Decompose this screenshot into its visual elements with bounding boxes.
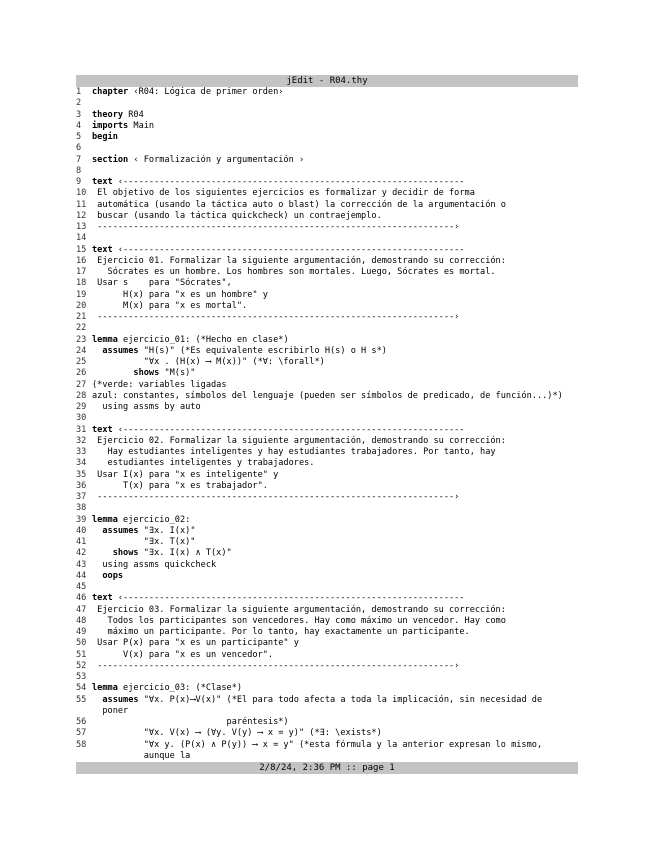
line-text: ‹ Formalización y argumentación › <box>128 154 305 165</box>
line-content <box>92 290 268 301</box>
code-line <box>76 458 578 469</box>
code-line <box>76 312 578 323</box>
line-content <box>92 402 201 413</box>
code-listing <box>76 87 578 762</box>
code-line <box>76 222 578 233</box>
line-content <box>92 627 470 638</box>
line-content <box>92 751 190 762</box>
code-line <box>76 616 578 627</box>
line-number: 50 <box>76 638 87 649</box>
keyword: lemma <box>92 334 118 345</box>
line-number: 37 <box>76 492 87 502</box>
line-number: 24 <box>76 345 87 356</box>
line-content <box>92 110 144 121</box>
line-text: ‹------------------------------------------------------------------ <box>112 593 465 604</box>
line-number: 51 <box>76 649 87 660</box>
code-line <box>76 413 578 424</box>
line-content <box>92 256 506 267</box>
line-content <box>92 717 289 728</box>
line-text: ejercicio_01: (*Hecho en clase*) <box>117 334 289 345</box>
line-text: M(x) para "x es mortal". <box>92 300 248 311</box>
code-line <box>76 605 578 616</box>
line-text: poner <box>92 705 129 716</box>
line-text: T(x) para "x es trabajador". <box>92 480 268 491</box>
line-number: 10 <box>76 188 87 199</box>
keyword: shows <box>92 368 160 379</box>
keyword: lemma <box>92 683 118 694</box>
line-text: buscar (usando la táctica quickcheck) un contraejemplo. <box>92 210 382 221</box>
line-number: 40 <box>76 525 87 536</box>
keyword: imports <box>92 120 129 131</box>
line-content <box>92 537 195 548</box>
code-line <box>76 143 578 154</box>
code-line <box>76 200 578 211</box>
line-number: 7 <box>76 154 82 165</box>
code-line <box>76 447 578 458</box>
line-content <box>92 245 465 256</box>
code-line <box>76 503 578 514</box>
line-number: 43 <box>76 559 87 570</box>
line-content <box>92 436 506 447</box>
line-number: 12 <box>76 210 87 221</box>
line-number: 52 <box>76 660 87 671</box>
code-line <box>76 357 578 368</box>
line-number: 14 <box>76 233 87 244</box>
line-text: "∀x y. (P(x) ∧ P(y)) ⟶ x = y" (*esta fórmula y la anterior expresan lo mismo, <box>92 739 543 750</box>
code-line <box>76 571 578 582</box>
line-text: R04 <box>123 109 144 120</box>
line-number: 17 <box>76 267 87 277</box>
code-line <box>76 346 578 357</box>
keyword: text <box>92 244 113 255</box>
line-number: 28 <box>76 390 87 401</box>
line-content <box>92 222 459 233</box>
line-content <box>92 188 475 199</box>
line-number: 56 <box>76 717 87 727</box>
line-number: 13 <box>76 222 87 232</box>
code-line <box>76 323 578 334</box>
keyword: text <box>92 593 113 604</box>
line-number: 31 <box>76 424 87 435</box>
line-text: Todos los participantes son vencedores. Hay como máximo un vencedor. Hay como <box>92 615 506 626</box>
code-line <box>76 98 578 109</box>
line-number: 23 <box>76 334 87 345</box>
line-content <box>92 683 242 694</box>
line-number: 47 <box>76 604 87 615</box>
code-line <box>76 380 578 391</box>
line-content <box>92 515 190 526</box>
line-content <box>92 346 387 357</box>
line-number: 4 <box>76 120 82 131</box>
line-number: 32 <box>76 435 87 446</box>
code-line <box>76 751 578 762</box>
line-number: 26 <box>76 368 87 379</box>
print-page <box>76 75 578 774</box>
line-number: 11 <box>76 199 87 210</box>
line-content <box>92 728 382 739</box>
code-line <box>76 582 578 593</box>
line-number: 38 <box>76 503 87 514</box>
line-number: 19 <box>76 289 87 300</box>
code-line <box>76 683 578 694</box>
code-line <box>76 548 578 559</box>
line-number: 54 <box>76 683 87 694</box>
keyword: begin <box>92 132 118 142</box>
code-line <box>76 391 578 402</box>
line-content <box>92 492 459 503</box>
line-number: 41 <box>76 537 87 547</box>
line-content <box>92 740 542 751</box>
line-content <box>92 548 232 559</box>
code-line <box>76 211 578 222</box>
line-text: Usar P(x) para "x es un participante" y <box>92 638 299 649</box>
code-line <box>76 560 578 571</box>
line-text: ‹------------------------------------------------------------------ <box>112 244 465 255</box>
line-number: 8 <box>76 165 82 176</box>
line-text: El objetivo de los siguientes ejercicios es formalizar y decidir de forma <box>92 188 475 199</box>
line-number: 3 <box>76 109 82 120</box>
line-content <box>92 177 465 188</box>
line-content <box>92 706 128 717</box>
code-line <box>76 290 578 301</box>
line-content <box>92 447 496 458</box>
code-line <box>76 132 578 143</box>
keyword: oops <box>92 570 124 581</box>
line-number: 27 <box>76 379 87 390</box>
line-text: ejercicio_02: <box>117 514 191 525</box>
code-line <box>76 368 578 379</box>
line-text: azul: constantes, símbolos del lenguaje (pueden ser símbolos de predicado, de función...)*) <box>92 390 563 401</box>
line-text: ‹R04: Lógica de primer orden› <box>128 87 284 97</box>
line-content <box>92 87 283 98</box>
line-text: Ejercicio 01. Formalizar la siguiente argumentación, demostrando su corrección: <box>92 255 506 266</box>
keyword: lemma <box>92 514 118 525</box>
code-line <box>76 301 578 312</box>
line-number: 45 <box>76 582 87 592</box>
keyword: assumes <box>92 694 139 705</box>
line-text: "M(s)" <box>159 368 196 379</box>
line-number: 20 <box>76 300 87 311</box>
line-text: "∃x. I(x)" <box>138 525 196 536</box>
line-number: 35 <box>76 469 87 480</box>
code-line <box>76 470 578 481</box>
code-line <box>76 526 578 537</box>
line-content <box>92 211 382 222</box>
code-line <box>76 706 578 717</box>
line-content <box>92 470 278 481</box>
line-content <box>92 335 289 346</box>
keyword: assumes <box>92 525 139 536</box>
keyword: theory <box>92 109 124 120</box>
code-line <box>76 638 578 649</box>
keyword: text <box>92 424 113 435</box>
code-line <box>76 335 578 346</box>
line-number: 15 <box>76 244 87 255</box>
line-content <box>92 357 325 368</box>
line-text: ‹------------------------------------------------------------------ <box>112 424 465 435</box>
line-content <box>92 481 268 492</box>
line-content <box>92 132 118 143</box>
line-content <box>92 425 465 436</box>
code-line <box>76 166 578 177</box>
line-number: 5 <box>76 132 82 142</box>
line-text: automática (usando la táctica auto o blast) la corrección de la argumentación o <box>92 199 506 210</box>
code-line <box>76 695 578 706</box>
line-number: 29 <box>76 402 87 412</box>
line-content <box>92 638 299 649</box>
line-number: 33 <box>76 447 87 457</box>
line-content <box>92 695 542 706</box>
line-text: Sócrates es un hombre. Los hombres son mortales. Luego, Sócrates es mortal. <box>92 267 496 277</box>
line-content <box>92 650 273 661</box>
keyword: shows <box>92 548 139 559</box>
code-line <box>76 278 578 289</box>
line-text: ---------------------------------------------------------------------› <box>92 222 460 232</box>
line-text: using assms by auto <box>92 402 201 412</box>
line-number: 58 <box>76 739 87 750</box>
line-content <box>92 526 196 537</box>
line-number: 6 <box>76 143 82 154</box>
line-text: "∃x. T(x)" <box>92 537 196 547</box>
line-number: 16 <box>76 255 87 266</box>
code-line <box>76 492 578 503</box>
line-text: ---------------------------------------------------------------------› <box>92 660 460 671</box>
line-number: 21 <box>76 312 87 322</box>
code-line <box>76 233 578 244</box>
line-text: estudiantes inteligentes y trabajadores. <box>92 458 315 469</box>
line-number: 57 <box>76 728 87 739</box>
keyword: chapter <box>92 87 129 97</box>
line-number: 34 <box>76 458 87 469</box>
code-line <box>76 110 578 121</box>
line-number: 46 <box>76 593 87 604</box>
line-text: Hay estudiantes inteligentes y hay estudiantes trabajadores. Por tanto, hay <box>92 447 496 457</box>
code-line <box>76 728 578 739</box>
line-text: Ejercicio 02. Formalizar la siguiente argumentación, demostrando su corrección: <box>92 435 506 446</box>
line-text: ---------------------------------------------------------------------› <box>92 492 460 502</box>
line-text: V(x) para "x es un vencedor". <box>92 649 274 660</box>
page-footer: 2/8/24, 2:36 PM :: page 1 <box>76 762 578 774</box>
code-line <box>76 627 578 638</box>
line-content <box>92 605 506 616</box>
code-line <box>76 537 578 548</box>
line-number: 25 <box>76 357 87 367</box>
code-line <box>76 515 578 526</box>
line-text: "∀x. P(x)⟶V(x)" (*El para todo afecta a toda la implicación, sin necesidad de <box>138 694 543 705</box>
code-line <box>76 87 578 98</box>
line-content <box>92 661 459 672</box>
page-header: jEdit - R04.thy <box>76 75 578 87</box>
code-line <box>76 256 578 267</box>
line-text: "∀x. V(x) ⟶ (∀y. V(y) ⟶ x = y)" (*∃: \exists*) <box>92 728 382 739</box>
line-text: H(x) para "x es un hombre" y <box>92 289 268 300</box>
code-line <box>76 740 578 751</box>
line-number: 39 <box>76 514 87 525</box>
line-number: 48 <box>76 615 87 626</box>
line-number: 30 <box>76 413 87 424</box>
keyword: text <box>92 177 113 187</box>
line-text: aunque la <box>92 750 191 761</box>
line-number: 53 <box>76 672 87 682</box>
line-content <box>92 571 123 582</box>
line-number: 36 <box>76 480 87 491</box>
code-line <box>76 425 578 436</box>
keyword: section <box>92 154 129 165</box>
line-text: Main <box>128 120 155 131</box>
line-content <box>92 155 304 166</box>
code-line <box>76 481 578 492</box>
code-line <box>76 672 578 683</box>
line-content <box>92 560 216 571</box>
line-content <box>92 200 506 211</box>
line-number: 55 <box>76 694 87 705</box>
code-line <box>76 267 578 278</box>
line-content <box>92 121 154 132</box>
line-number: 2 <box>76 98 82 109</box>
line-text: (*verde: variables ligadas <box>92 379 227 390</box>
code-line <box>76 177 578 188</box>
code-line <box>76 436 578 447</box>
line-content <box>92 301 247 312</box>
line-text: "∀x . (H(x) ⟶ M(x))" (*∀: \forall*) <box>92 357 325 367</box>
line-content <box>92 278 232 289</box>
line-text: "H(s)" (*Es equivalente escribirlo H(s) o H s*) <box>138 345 387 356</box>
line-text: ---------------------------------------------------------------------› <box>92 312 460 322</box>
line-text: using assms quickcheck <box>92 559 217 570</box>
line-text: Ejercicio 03. Formalizar la siguiente argumentación, demostrando su corrección: <box>92 604 506 615</box>
line-number: 22 <box>76 323 87 334</box>
code-line <box>76 717 578 728</box>
line-number: 9 <box>76 177 82 187</box>
line-content <box>92 267 496 278</box>
line-content <box>92 368 195 379</box>
line-content <box>92 458 314 469</box>
line-number: 49 <box>76 627 87 637</box>
keyword: assumes <box>92 345 139 356</box>
code-line <box>76 188 578 199</box>
line-text: ‹------------------------------------------------------------------ <box>112 177 465 187</box>
line-text: paréntesis*) <box>92 717 289 727</box>
line-content <box>92 391 563 402</box>
line-number: 1 <box>76 87 82 97</box>
code-line <box>76 155 578 166</box>
line-text: ejercicio_03: (*Clase*) <box>117 683 243 694</box>
line-text: Usar s para "Sócrates", <box>92 278 232 289</box>
line-content <box>92 616 506 627</box>
line-text: máximo un participante. Por lo tanto, hay exactamente un participante. <box>92 627 470 637</box>
line-number: 44 <box>76 570 87 581</box>
code-line <box>76 661 578 672</box>
code-line <box>76 650 578 661</box>
line-content <box>92 312 459 323</box>
line-number: 18 <box>76 278 87 289</box>
code-line <box>76 402 578 413</box>
code-line <box>76 593 578 604</box>
line-content <box>92 593 465 604</box>
line-text: Usar I(x) para "x es inteligente" y <box>92 469 279 480</box>
line-number: 42 <box>76 548 87 559</box>
line-text: "∃x. I(x) ∧ T(x)" <box>138 548 232 559</box>
code-line <box>76 121 578 132</box>
line-content <box>92 380 227 391</box>
code-line <box>76 245 578 256</box>
